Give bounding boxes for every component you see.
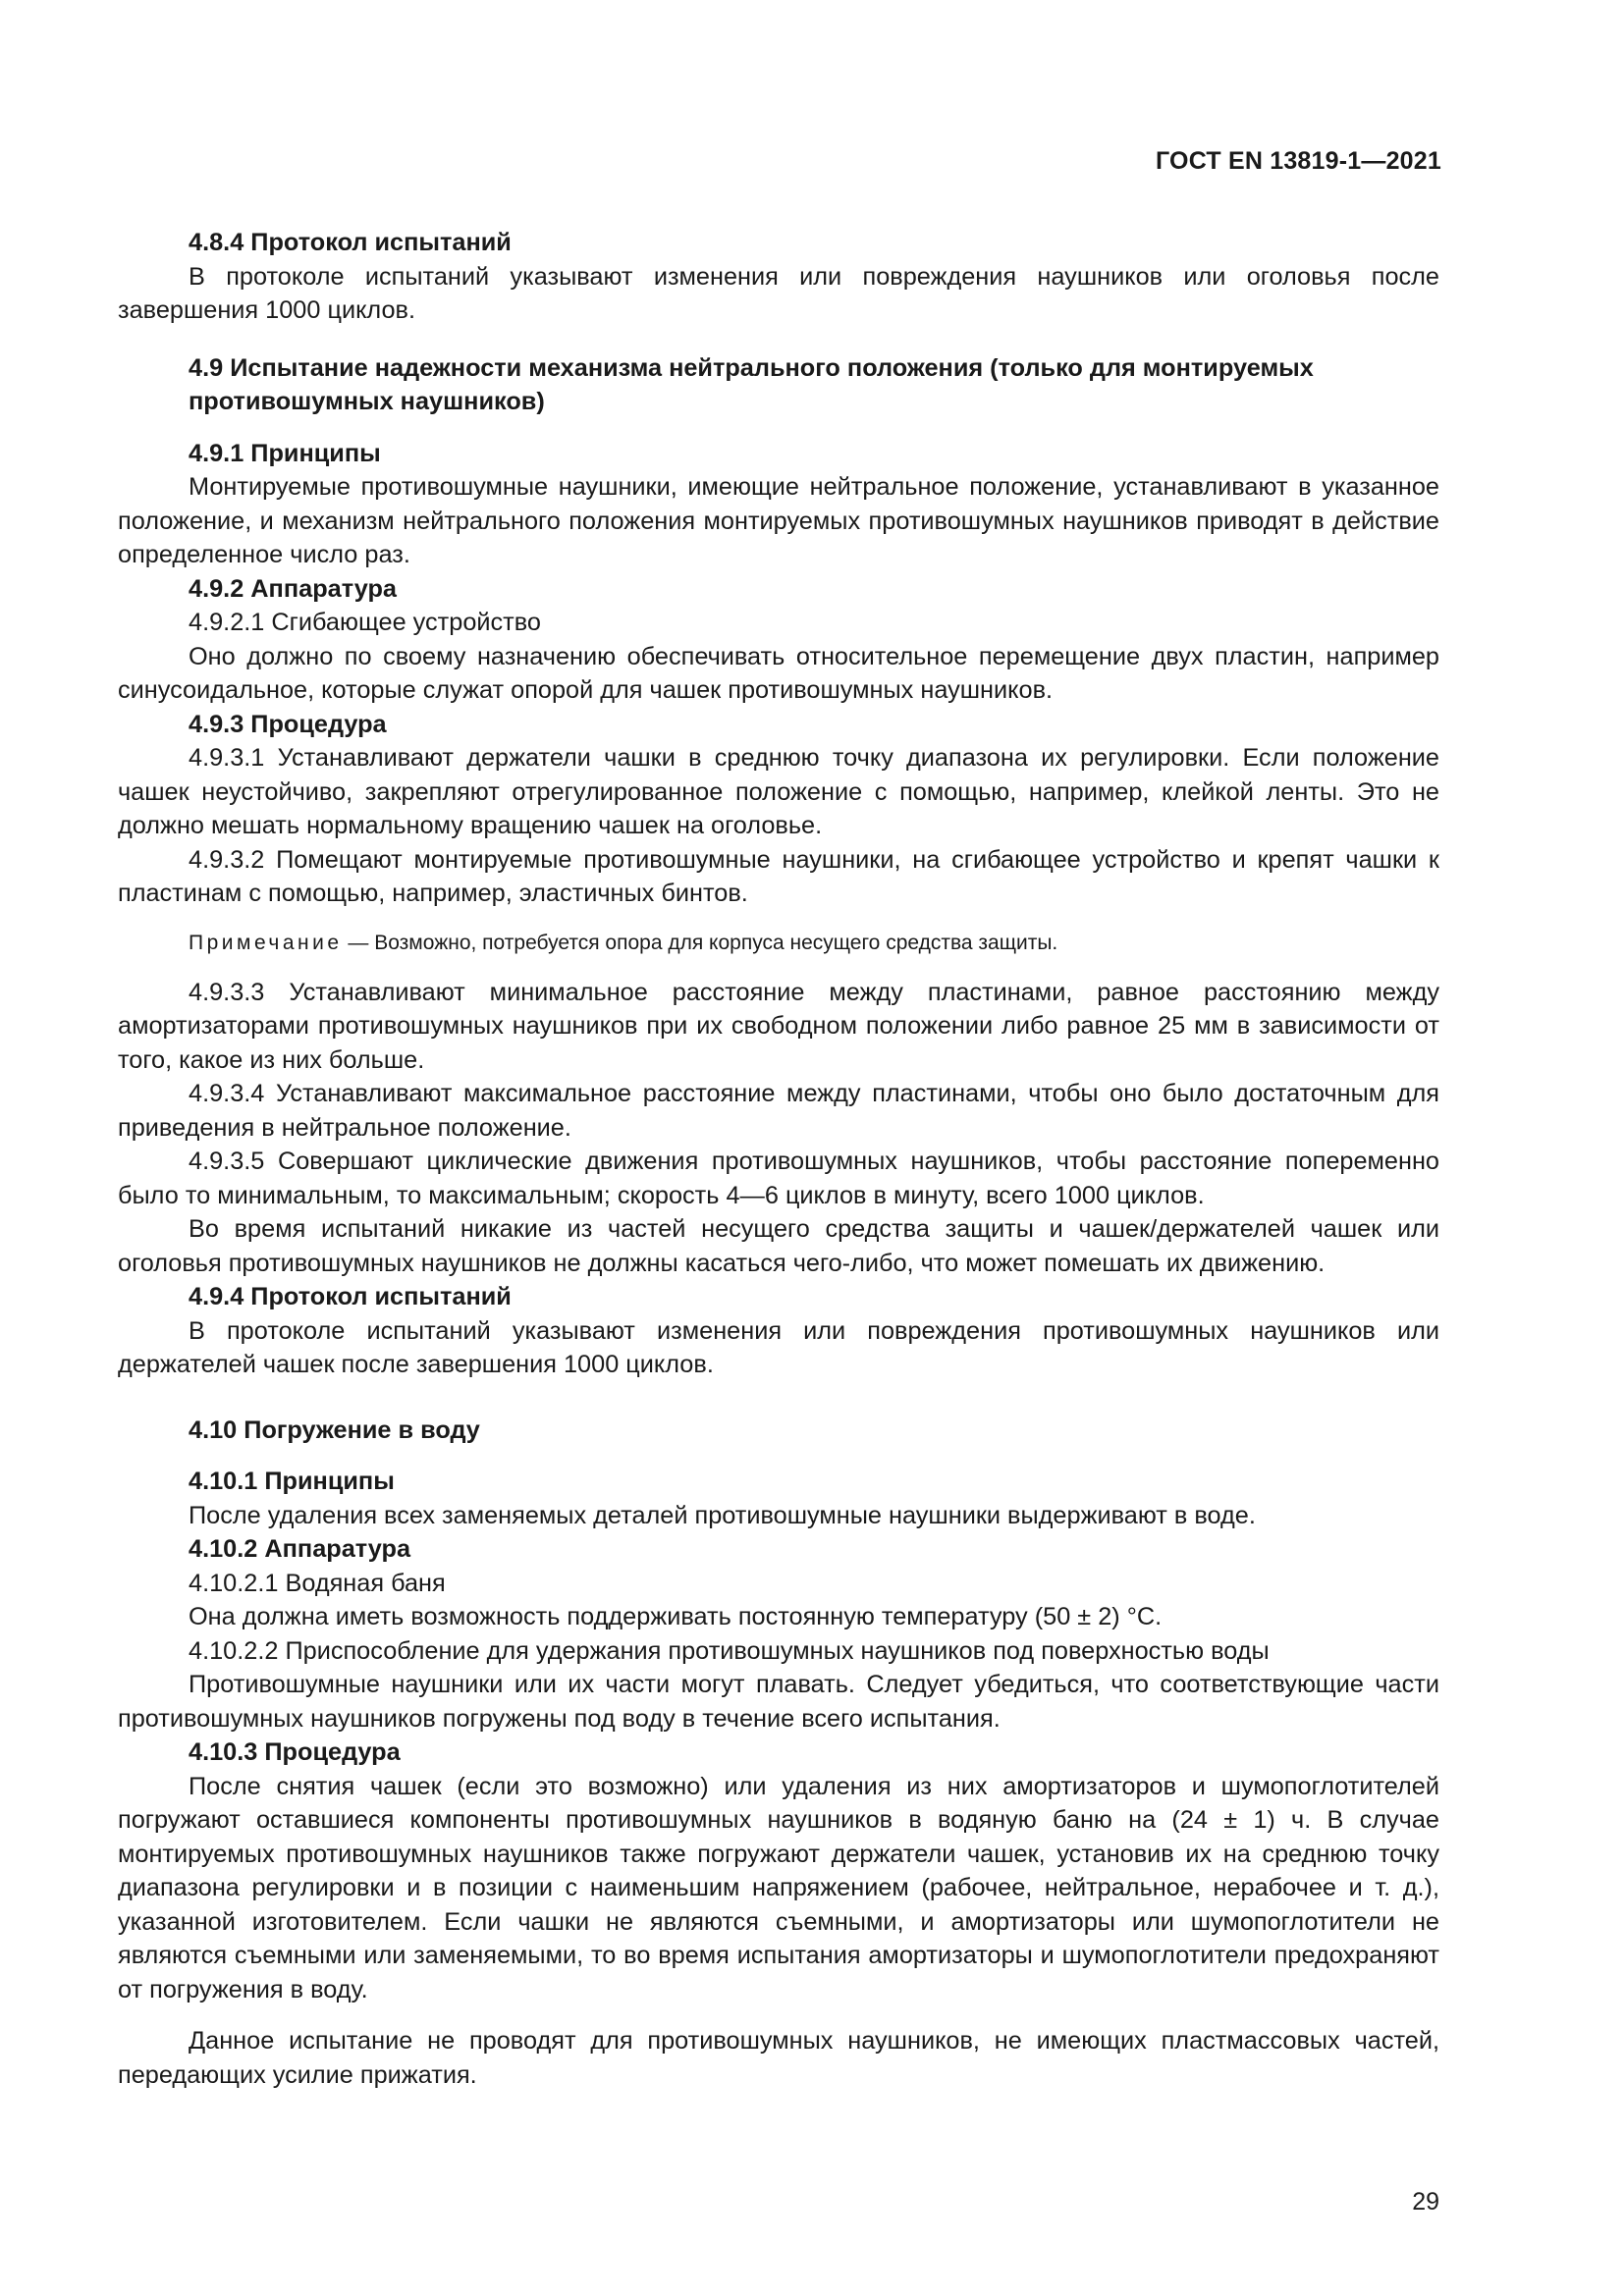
section-4-10-3-text-2: Данное испытание не проводят для противошумных наушников, не имеющих пластмассовых частей, передающих усилие прижатия. [118, 2027, 1439, 2089]
section-4-9-1-text: Монтируемые противошумные наушники, имеющие нейтральное положение, устанавливают в указанное положение, и механизм нейтрального положения монтируемых противошумных наушников приводят в действие определенное число раз. [118, 473, 1439, 568]
page-number: 29 [1412, 2188, 1439, 2216]
section-4-10-2-2-title: 4.10.2.2 Приспособление для удержания противошумных наушников под поверхностью воды [189, 1636, 1270, 1665]
section-4-10-3-text: После снятия чашек (если это возможно) или удаления из них амортизаторов и шумопоглотителей погружают оставшиеся компоненты противошумных наушников в водяную баню на (24 ± 1) ч. В случае монтируемых противошумных наушников также погружают держатели чашек, установив их на среднюю точку диапазона регулировки и в позиции с наименьшим напряжением (рабочее, нейтральное, нерабочее и т. д.), указанной изготовителем. Если чашки не являются съемными, и амортизаторы или шумопоглотители не являются съемными или заменяемыми, то во время испытания амортизаторы и шумопоглотители предохраняют от погружения в воду. [118, 1772, 1439, 2003]
section-4-9-2-title: 4.9.2 Аппаратура [189, 574, 397, 603]
section-4-10-2-1-text: Она должна иметь возможность поддерживать постоянную температуру (50 ± 2) °С. [189, 1603, 1163, 1630]
section-4-10-2-title: 4.10.2 Аппаратура [189, 1535, 411, 1563]
section-4-9-1-title: 4.9.1 Принципы [189, 439, 381, 467]
note-paragraph [118, 929, 1439, 958]
section-4-9-3-4-text: 4.9.3.4 Устанавливают максимальное расстояние между пластинами, чтобы оно было достаточным для приведения в нейтральное положение. [118, 1080, 1439, 1142]
section-4-9-3-title: 4.9.3 Процедура [189, 710, 387, 738]
section-4-9-4-title: 4.9.4 Протокол испытаний [189, 1283, 512, 1310]
section-4-9-title: 4.9 Испытание надежности механизма нейтрального положения (только для монтируемых противошумных наушников) [189, 353, 1314, 415]
section-4-8-4-title: 4.8.4 Протокол испытаний [189, 229, 512, 256]
section-4-9-3-2-text: 4.9.3.2 Помещают монтируемые противошумные наушники, на сгибающее устройство и крепят чашки к пластинам с помощью, например, эластичных бинтов. [118, 845, 1439, 907]
section-4-9-3-1-text: 4.9.3.1 Устанавливают держатели чашки в среднюю точку диапазона их регулировки. Если положение чашек неустойчиво, закрепляют отрегулированное положение с помощью, например, клейкой ленты. Это не должно мешать нормальному вращению чашек на оголовье. [118, 744, 1439, 839]
note-text: — Возможно, потребуется опора для корпуса несущего средства защиты. [342, 931, 1058, 954]
section-4-10-1-text: После удаления всех заменяемых деталей противошумные наушники выдерживают в воде. [189, 1501, 1256, 1529]
section-4-9-2-1-text: Оно должно по своему назначению обеспечивать относительное перемещение двух пластин, например синусоидальное, которые служат опорой для чашек противошумных наушников. [118, 642, 1439, 704]
section-4-10-title: 4.10 Погружение в воду [189, 1415, 480, 1444]
section-4-9-4-text: В протоколе испытаний указывают изменения или повреждения противошумных наушников или держателей чашек после завершения 1000 циклов. [118, 1316, 1439, 1378]
section-4-9-3-3-text: 4.9.3.3 Устанавливают минимальное расстояние между пластинами, равное расстоянию между амортизаторами противошумных наушников при их свободном положении либо равное 25 мм в зависимости от того, какое из них больше. [118, 978, 1439, 1074]
note-label: Примечание [189, 931, 343, 954]
section-4-10-2-2-text: Противошумные наушники или их части могут плавать. Следует убедиться, что соответствующие части противошумных наушников погружены под воду в течение всего испытания. [118, 1671, 1439, 1733]
document-body [118, 226, 1439, 2092]
document-id-header: ГОСТ EN 13819-1—2021 [1156, 147, 1441, 175]
section-4-9-3-5-text: 4.9.3.5 Совершают циклические движения противошумных наушников, чтобы расстояние попеременно было то минимальным, то максимальным; скорость 4—6 циклов в минуту, всего 1000 циклов. [118, 1148, 1439, 1209]
section-4-8-4-text: В протоколе испытаний указывают изменения или повреждения наушников или оголовья после завершения 1000 циклов. [118, 262, 1439, 324]
section-4-10-3-title: 4.10.3 Процедура [189, 1738, 401, 1766]
section-4-9-3-5-text-2: Во время испытаний никакие из частей несущего средства защиты и чашек/держателей чашек или оголовья противошумных наушников не должны касаться чего-либо, что может помешать их движению. [118, 1215, 1439, 1277]
section-4-10-2-1-title: 4.10.2.1 Водяная баня [189, 1569, 446, 1597]
section-4-10-1-title: 4.10.1 Принципы [189, 1468, 395, 1495]
section-4-9-2-1-title: 4.9.2.1 Сгибающее устройство [189, 609, 541, 636]
